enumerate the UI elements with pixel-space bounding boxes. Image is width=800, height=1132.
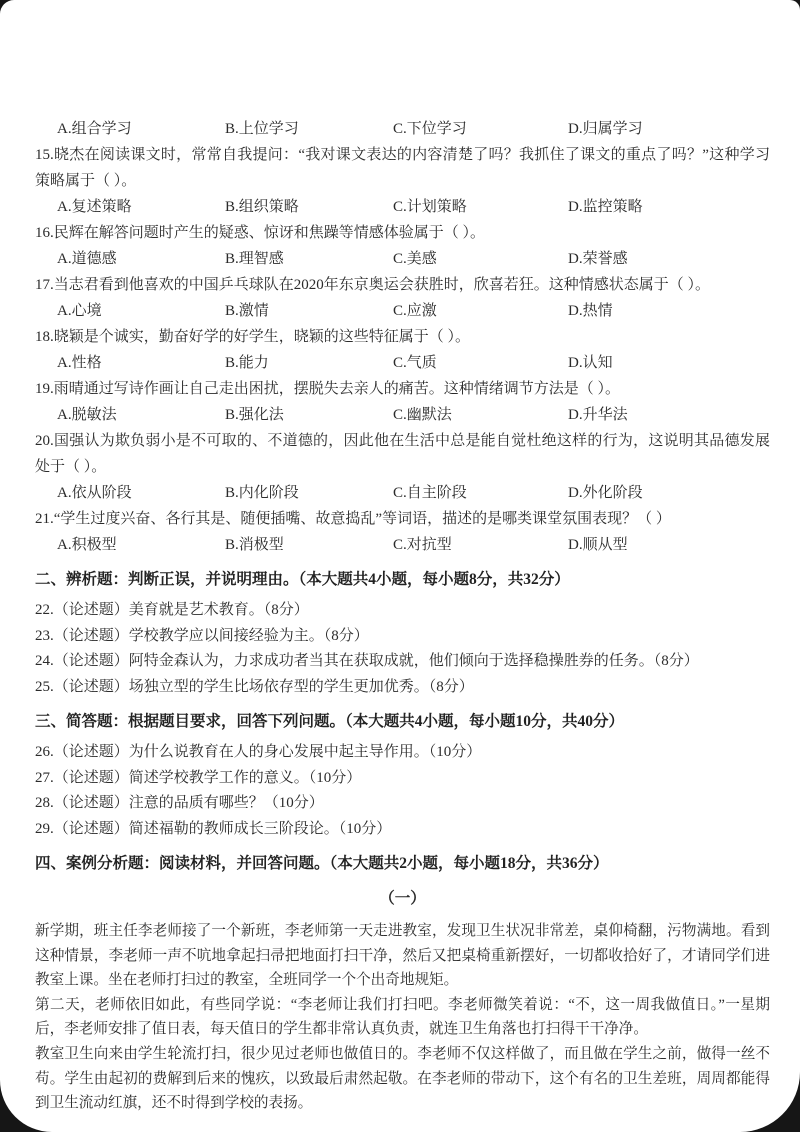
- question-18-options: [35, 350, 770, 376]
- question-16-stem: 16.民辉在解答问题时产生的疑惑、惊讶和焦躁等情感体验属于（ ）。: [35, 225, 486, 241]
- question-19: [35, 376, 770, 428]
- option-d: D.顺从型: [568, 537, 628, 553]
- option-a: A.依从阶段: [57, 485, 132, 501]
- question-15-options: [35, 194, 770, 220]
- option-a: A.复述策略: [57, 199, 132, 215]
- question-26: 26.（论述题）为什么说教育在人的身心发展中起主导作用。（10分）: [35, 744, 482, 760]
- option-c: C.计划策略: [393, 199, 467, 215]
- option-d: D.外化阶段: [568, 485, 643, 501]
- case-one-label: （一）: [379, 890, 426, 907]
- question-20-options: [35, 480, 770, 506]
- option-a: A.组合学习: [57, 121, 132, 137]
- option-b: B.能力: [225, 355, 269, 371]
- option-d: D.监控策略: [568, 199, 643, 215]
- case-paragraph-2: 第二天，老师依旧如此，有些同学说：“李老师让我们打扫吧。李老师微笑着说：“不，这一周我做值日。”一星期后，李老师安排了值日表，每天值日的学生都非常认真负责，就连卫生角落也打扫得干干净净。: [35, 996, 770, 1038]
- question-21-options: [35, 532, 770, 558]
- question-19-stem: 19.雨晴通过写诗作画让自己走出困扰，摆脱失去亲人的痛苦。这种情绪调节方法是（ ）。: [35, 381, 621, 397]
- question-29: 29.（论述题）简述福勒的教师成长三阶段论。（10分）: [35, 820, 392, 837]
- question-17: [35, 272, 770, 324]
- option-c: C.自主阶段: [393, 485, 467, 501]
- option-b: B.消极型: [225, 537, 284, 553]
- option-a: A.积极型: [57, 537, 117, 553]
- question-21: [35, 506, 770, 558]
- question-25: 25.（论述题）场独立型的学生比场依存型的学生更加优秀。（8分）: [35, 678, 474, 695]
- question-16-options: [35, 246, 770, 272]
- option-c: C.幽默法: [393, 407, 452, 423]
- question-18-stem: 18.晓颖是个诚实，勤奋好学的好学生，晓颖的这些特征属于（ ）。: [35, 329, 471, 345]
- question-15-stem: 15.晓杰在阅读课文时，常常自我提问：“我对课文表达的内容清楚了吗？我抓住了课文的重点了吗？”这种学习策略属于（ ）。: [35, 147, 770, 189]
- question-23: 23.（论述题）学校教学应以间接经验为主。（8分）: [35, 627, 369, 644]
- question-20-stem: 20.国强认为欺负弱小是不可取的、不道德的，因此他在生活中总是能自觉杜绝这样的行为，这说明其品德发展处于（ ）。: [35, 433, 770, 475]
- question-27: 27.（论述题）简述学校教学工作的意义。（10分）: [35, 769, 362, 786]
- option-c: C.美感: [393, 251, 437, 267]
- option-b: B.激情: [225, 303, 269, 319]
- option-d: D.荣誉感: [568, 251, 628, 267]
- question-17-stem: 17.当志君看到他喜欢的中国乒乓球队在2020年东京奥运会获胜时，欣喜若狂。这种情感状态属于（ ）。: [35, 277, 711, 293]
- question-16: [35, 220, 770, 272]
- case-paragraph-3: 教室卫生向来由学生轮流打扫，很少见过老师也做值日的。李老师不仅这样做了，而且做在学生之前，做得一丝不苟。学生由起初的费解到后来的愧疚，以致最后肃然起敬。在李老师的带动下，这个有名的卫生差班，周周都能得到卫生流动红旗，还不时得到学校的表扬。: [35, 1045, 770, 1112]
- option-a: A.心境: [57, 303, 102, 319]
- option-b: B.上位学习: [225, 121, 299, 137]
- option-b: B.强化法: [225, 407, 284, 423]
- question-19-options: [35, 402, 770, 428]
- section-3-title: 三、简答题：根据题目要求，回答下列问题。（本大题共4小题，每小题10分，共40分）: [35, 713, 625, 730]
- option-a: A.性格: [57, 355, 102, 371]
- option-c: C.下位学习: [393, 121, 467, 137]
- option-d: D.热情: [568, 303, 613, 319]
- question-14-options-row: [35, 116, 770, 142]
- option-b: B.理智感: [225, 251, 284, 267]
- case-paragraph-1: 新学期，班主任李老师接了一个新班，李老师第一天走进教室，发现卫生状况非常差，桌仰椅翻，污物满地。看到这种情景，李老师一声不吭地拿起扫帚把地面打扫干净，然后又把桌椅重新摆好，一切都收拾好了，才请同学们进教室上课。坐在老师打扫过的教室，全班同学一个个出奇地规矩。: [35, 923, 770, 989]
- section-2-title: 二、辨析题：判断正误，并说明理由。（本大题共4小题，每小题8分，共32分）: [35, 571, 570, 588]
- option-d: D.升华法: [568, 407, 628, 423]
- option-a: A.脱敏法: [57, 407, 117, 423]
- question-21-stem: 21.“学生过度兴奋、各行其是、随便插嘴、故意捣乱”等词语，描述的是哪类课堂氛围表现？（ ）: [35, 511, 671, 527]
- question-17-options: [35, 298, 770, 324]
- question-15: [35, 142, 770, 220]
- option-b: B.内化阶段: [225, 485, 299, 501]
- section-4-title: 四、案例分析题：阅读材料，并回答问题。（本大题共2小题，每小题18分，共36分）: [35, 855, 609, 872]
- option-c: C.应激: [393, 303, 437, 319]
- question-28: 28.（论述题）注意的品质有哪些？（10分）: [35, 795, 324, 811]
- option-d: D.认知: [568, 355, 613, 371]
- question-22: 22.（论述题）美育就是艺术教育。（8分）: [35, 602, 309, 618]
- option-b: B.组织策略: [225, 199, 299, 215]
- option-d: D.归属学习: [568, 121, 643, 137]
- question-24: 24.（论述题）阿特金森认为，力求成功者当其在获取成就，他们倾向于选择稳操胜券的任务。（8分）: [35, 653, 699, 669]
- option-c: C.对抗型: [393, 537, 452, 553]
- option-c: C.气质: [393, 355, 437, 371]
- option-a: A.道德感: [57, 251, 117, 267]
- question-20: [35, 428, 770, 506]
- question-18: [35, 324, 770, 376]
